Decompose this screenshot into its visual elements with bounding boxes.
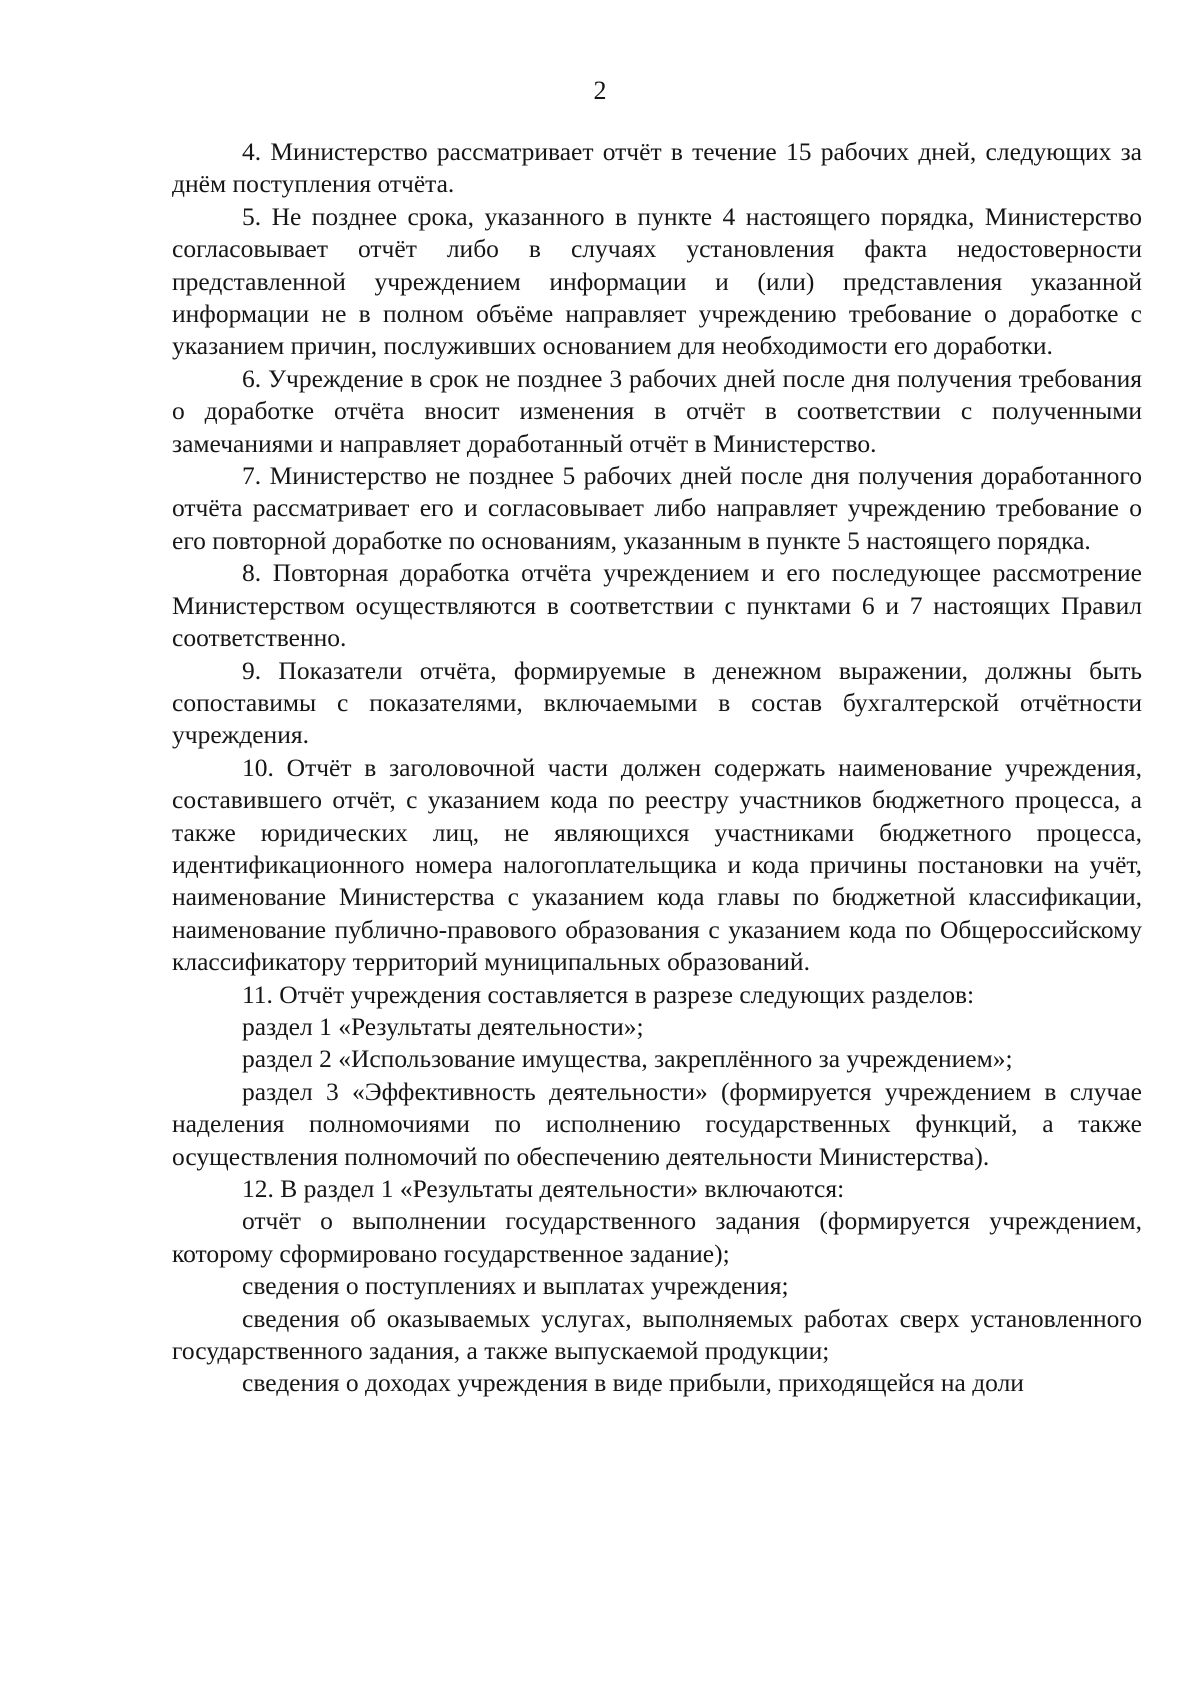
list-item-receipts-payments: сведения о поступлениях и выплатах учреждения; (242, 1271, 789, 1301)
paragraph-7: 7. Министерство не позднее 5 рабочих дней после дня получения доработанного отчёта рассматривает его и согласовывает либо направляет учреждению требование о его повторной доработке по основаниям, указанным в пункте 5 настоящего порядка. (172, 461, 1142, 555)
page-number: 2 (593, 76, 607, 105)
paragraph-6: 6. Учреждение в срок не позднее 3 рабочих дней после дня получения требования о доработке отчёта вносит изменения в отчёт в соответствии с полученными замечаниями и направляет доработанный отчёт в Министерство. (172, 363, 1142, 458)
paragraph-9: 9. Показатели отчёта, формируемые в денежном выражении, должны быть сопоставимы с показателями, включаемыми в состав бухгалтерской отчётности учреждения. (172, 655, 1142, 750)
section-3-item: раздел 3 «Эффективность деятельности» (формируется учреждением в случае наделения полномочиями по исполнению государственных функций, а также осуществления полномочий по обеспечению деятельности Министерства). (172, 1076, 1142, 1171)
paragraph-12: 12. В раздел 1 «Результаты деятельности» включаются: (242, 1174, 845, 1203)
section-1-item: раздел 1 «Результаты деятельности»; (242, 1011, 644, 1041)
list-item-income-profit: сведения о доходах учреждения в виде прибыли, приходящейся на доли (242, 1368, 1024, 1398)
paragraph-4: 4. Министерство рассматривает отчёт в течение 15 рабочих дней, следующих за днём поступления отчёта. (172, 137, 1142, 199)
paragraph-5: 5. Не позднее срока, указанного в пункте 4 настоящего порядка, Министерство согласовывает отчёт либо в случаях установления факта недостоверности представленной учреждением информации и (или) представления указанной информации не в полном объёме направляет учреждению требование о доработке с указанием причин, послуживших основанием для необходимости его доработки. (172, 201, 1142, 361)
list-item-state-task-report: отчёт о выполнении государственного задания (формируется учреждением, которому сформировано государственное задание); (172, 1206, 1142, 1268)
document-body (172, 136, 1142, 1400)
paragraph-8: 8. Повторная доработка отчёта учреждением и его последующее рассмотрение Министерством осуществляются в соответствии с пунктами 6 и 7 настоящих Правил соответственно. (172, 558, 1142, 653)
paragraph-10: 10. Отчёт в заголовочной части должен содержать наименование учреждения, составившего отчёт, с указанием кода по реестру участников бюджетного процесса, а также юридических лиц, не являющихся участниками бюджетного процесса, идентификационного номера налогоплательщика и кода причины постановки на учёт, наименование Министерства с указанием кода главы по бюджетной классификации, наименование публично-правового образования с указанием кода по Общероссийскому классификатору территорий муниципальных образований. (172, 752, 1142, 977)
section-2-item: раздел 2 «Использование имущества, закреплённого за учреждением»; (242, 1044, 1013, 1074)
paragraph-11: 11. Отчёт учреждения составляется в разрезе следующих разделов: (242, 979, 975, 1009)
list-item-services-works: сведения об оказываемых услугах, выполняемых работах сверх установленного государственного задания, а также выпускаемой продукции; (172, 1303, 1142, 1366)
